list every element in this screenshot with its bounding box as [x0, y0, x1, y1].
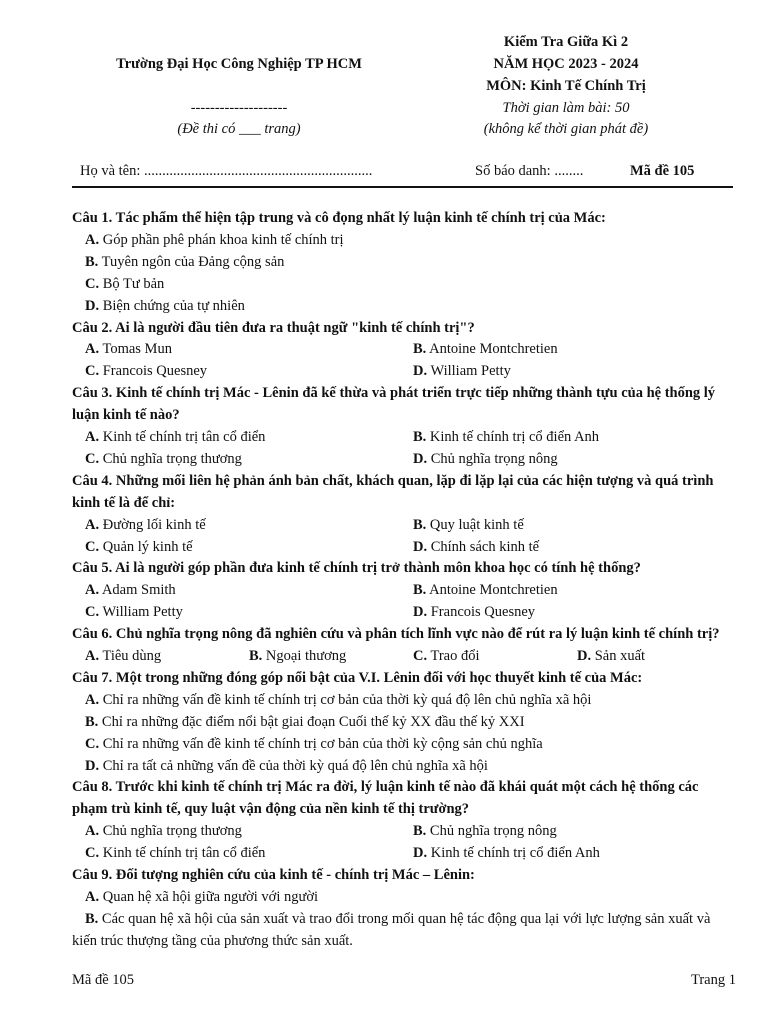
option-b: B. Chủ nghĩa trọng nông — [413, 823, 557, 840]
option-b: B. Antoine Montchretien — [413, 341, 558, 358]
student-info-row — [80, 163, 732, 183]
question-stem: Câu 1. Tác phẩm thể hiện tập trung và cô đọng nhất lý luận kinh tế chính trị của Mác: — [72, 210, 606, 226]
option-a: A. Chỉ ra những vấn đề kinh tế chính trị cơ bản của thời kỳ quá độ lên chủ nghĩa xã hội — [85, 691, 592, 708]
option-b: B. Các quan hệ xã hội của sản xuất và trao đổi trong mối quan hệ tác động qua lại với lực lượng sản xuất và kiến trúc thượng tầng của phương thức sản xuất. — [72, 910, 711, 949]
question-3 — [72, 383, 736, 471]
exam-duration: Thời gian làm bài: 50 — [502, 100, 630, 116]
question-1 — [72, 208, 736, 318]
option-d: D. Chủ nghĩa trọng nông — [413, 450, 558, 467]
option-d: D. Chính sách kinh tế — [413, 538, 540, 555]
option-c: C. Bộ Tư bản — [85, 275, 165, 292]
student-id-field: Số báo danh: ........ — [475, 163, 584, 179]
question-2 — [72, 318, 736, 384]
header-dashes: -------------------- — [190, 100, 288, 116]
subject: MÔN: Kinh Tế Chính Trị — [486, 78, 646, 94]
question-stem: Câu 7. Một trong những đóng góp nổi bật của V.I. Lênin đối với học thuyết kinh tế của Mác: — [72, 669, 643, 686]
exam-code: Mã đề 105 — [630, 163, 695, 179]
question-list — [72, 208, 736, 953]
exam-title: Kiểm Tra Giữa Kì 2 — [503, 34, 629, 50]
school-year: NĂM HỌC 2023 - 2024 — [493, 56, 639, 72]
option-a: A. Kinh tế chính trị tân cổ điển — [85, 429, 266, 446]
option-d: D. Biện chứng của tự nhiên — [85, 297, 245, 314]
question-stem: Câu 6. Chủ nghĩa trọng nông đã nghiên cứu và phân tích lĩnh vực nào để rút ra lý luận kinh tế chính trị? — [72, 626, 720, 643]
option-b: B. Antoine Montchretien — [413, 582, 558, 599]
question-stem: Câu 2. Ai là người đầu tiên đưa ra thuật ngữ "kinh tế chính trị"? — [72, 319, 475, 336]
option-d: D. Chỉ ra tất cả những vấn đề của thời kỳ quá độ lên chủ nghĩa xã hội — [85, 757, 488, 774]
pages-note: (Đề thi có ___ trang) — [177, 121, 301, 137]
option-a: A. Đường lối kinh tế — [85, 516, 206, 533]
option-c: C. Kinh tế chính trị tân cổ điển — [85, 845, 266, 862]
page-number: Trang 1 — [691, 972, 736, 988]
option-c: C. William Petty — [85, 604, 183, 621]
option-d: D. William Petty — [413, 363, 511, 380]
question-stem: Câu 9. Đối tượng nghiên cứu của kinh tế - chính trị Mác – Lênin: — [72, 867, 475, 884]
option-b: B. Tuyên ngôn của Đảng cộng sản — [85, 253, 285, 270]
option-a: A. Quan hệ xã hội giữa người với người — [85, 888, 319, 905]
option-a: A. Chủ nghĩa trọng thương — [85, 823, 242, 840]
option-d: D. Francois Quesney — [413, 604, 536, 621]
school-name: Trường Đại Học Công Nghiệp TP HCM — [116, 56, 362, 72]
option-a: A. Tomas Mun — [85, 341, 172, 358]
header-divider — [72, 186, 733, 188]
duration-note: (không kể thời gian phát đề) — [483, 121, 649, 137]
option-d: D. Kinh tế chính trị cổ điển Anh — [413, 845, 600, 862]
option-c: C. Chủ nghĩa trọng thương — [85, 450, 242, 467]
option-d: D. Sản xuất — [577, 648, 646, 664]
option-a: A. Adam Smith — [85, 582, 176, 599]
question-stem: Câu 4. Những mối liên hệ phản ánh bản chất, khách quan, lặp đi lặp lại của các hiện tượng và quá trình kinh tế là để chỉ: — [72, 472, 714, 511]
option-b: B. Quy luật kinh tế — [413, 516, 524, 533]
option-b: B. Chỉ ra những đặc điểm nổi bật giai đoạn Cuối thế kỷ XX đầu thế kỷ XXI — [85, 713, 525, 730]
option-c: C. Francois Quesney — [85, 363, 208, 380]
question-8 — [72, 777, 736, 865]
option-b: B. Kinh tế chính trị cổ điển Anh — [413, 429, 600, 446]
question-9 — [72, 865, 736, 953]
question-4 — [72, 471, 736, 559]
option-a: A. Góp phần phê phán khoa kinh tế chính trị — [85, 231, 344, 248]
question-stem: Câu 5. Ai là người góp phần đưa kinh tế chính trị trở thành môn khoa học có tính hệ thống? — [72, 560, 641, 577]
question-7 — [72, 668, 736, 778]
option-b: B. Ngoại thương — [249, 648, 347, 664]
option-c: C. Chỉ ra những vấn đề kinh tế chính trị cơ bản của thời kỳ cộng sản chủ nghĩa — [85, 735, 543, 752]
question-stem: Câu 3. Kinh tế chính trị Mác - Lênin đã kế thừa và phát triển trực tiếp những thành tựu của hệ thống lý luận kinh tế nào? — [72, 385, 716, 424]
question-stem: Câu 8. Trước khi kinh tế chính trị Mác ra đời, lý luận kinh tế nào đã khái quát một cách hệ thống các phạm trù kinh tế, quy luật vận động của nền kinh tế thị trường? — [72, 779, 699, 818]
option-c: C. Quản lý kinh tế — [85, 538, 193, 555]
option-a: A. Tiêu dùng — [85, 648, 162, 664]
question-5 — [72, 558, 736, 624]
student-name-field: Họ và tên: ............................................................... — [80, 163, 373, 179]
footer-exam-code: Mã đề 105 — [72, 972, 135, 988]
question-6 — [72, 624, 736, 668]
option-c: C. Trao đổi — [413, 648, 480, 664]
